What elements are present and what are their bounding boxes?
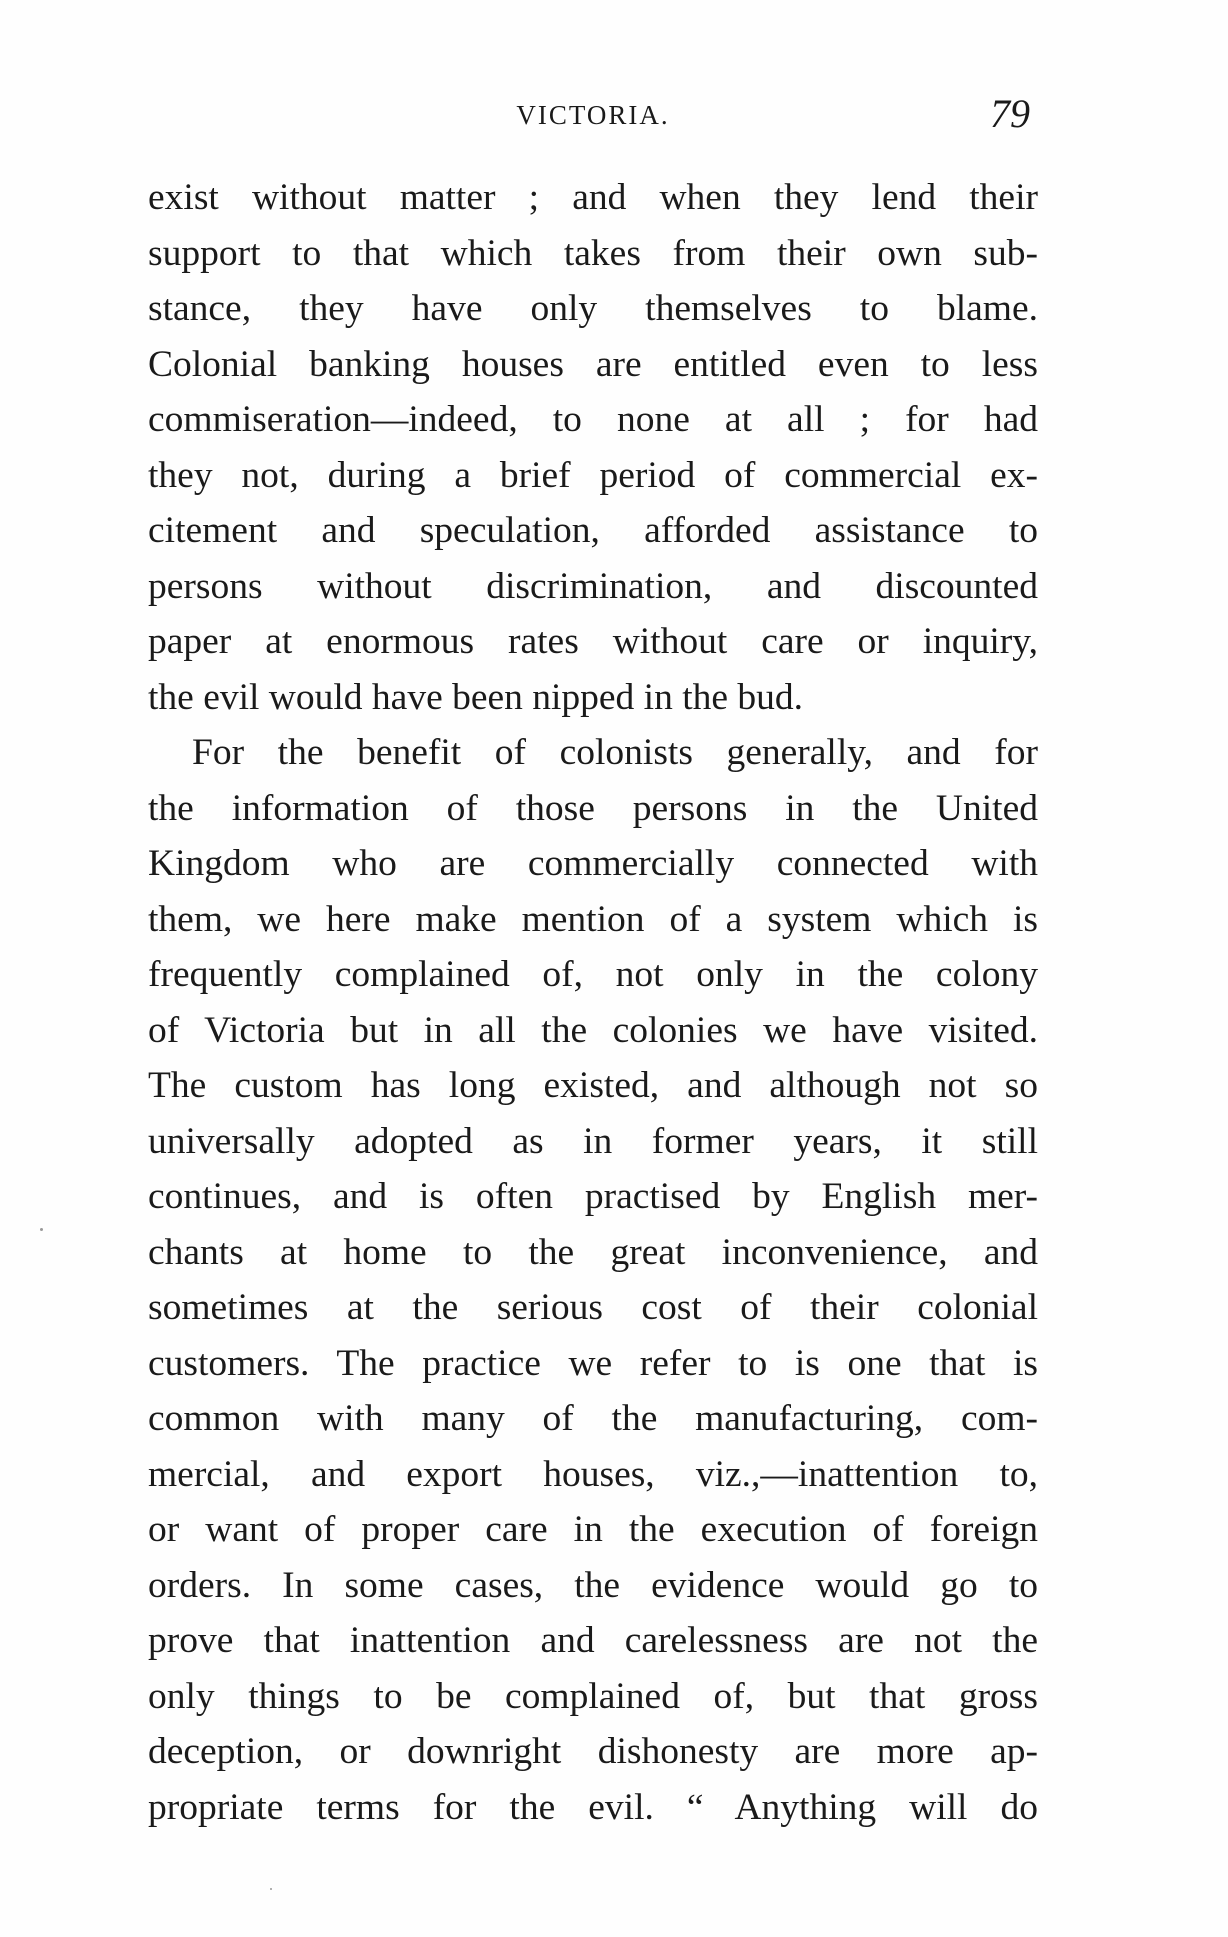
text-line: orders. In some cases, the evidence would go to — [148, 1564, 1038, 1606]
text-line: deception, or downright dishonesty are more ap- — [148, 1731, 1038, 1772]
text-line: frequently complained of, not only in the colony — [148, 954, 1038, 995]
text-line: sometimes at the serious cost of their colonial — [148, 1287, 1038, 1328]
text-line: only things to be complained of, but that gross — [148, 1675, 1038, 1717]
paragraph-end-line: the evil would have been nipped in the bud. — [148, 676, 804, 718]
text-line: propriate terms for the evil. “ Anything will do — [148, 1786, 1038, 1828]
text-line: universally adopted as in former years, it still — [148, 1120, 1038, 1162]
text-line: paper at enormous rates without care or inquiry, — [148, 621, 1038, 662]
text-line: or want of proper care in the execution of foreign — [148, 1509, 1038, 1550]
text-line: of Victoria but in all the colonies we have visited. — [148, 1009, 1038, 1051]
text-line: support to that which takes from their own sub- — [148, 232, 1038, 274]
text-line: common with many of the manufacturing, com- — [148, 1398, 1038, 1439]
text-line: the information of those persons in the United — [148, 787, 1038, 829]
text-line: citement and speculation, afforded assistance to — [148, 510, 1038, 551]
running-head-title: VICTORIA. — [516, 100, 670, 130]
text-line: chants at home to the great inconvenience, and — [148, 1231, 1038, 1273]
paragraph-start-line: For the benefit of colonists generally, and for — [192, 732, 1038, 773]
paper-speck — [40, 1228, 43, 1231]
text-line: prove that inattention and carelessness are not the — [148, 1620, 1038, 1661]
text-line: stance, they have only themselves to blame. — [148, 288, 1038, 329]
paper-speck — [270, 1888, 272, 1890]
text-line: they not, during a brief period of commercial ex- — [148, 454, 1038, 496]
page-number: 79 — [990, 91, 1030, 136]
text-line: them, we here make mention of a system which is — [148, 898, 1038, 940]
text-line: customers. The practice we refer to is one that is — [148, 1342, 1038, 1384]
text-line: Colonial banking houses are entitled even to less — [148, 343, 1038, 385]
body-text — [148, 170, 1038, 1835]
text-line: commiseration—indeed, to none at all ; for had — [148, 399, 1038, 440]
text-line: continues, and is often practised by English mer- — [148, 1176, 1038, 1217]
text-line: The custom has long existed, and although not so — [148, 1065, 1038, 1106]
text-line: mercial, and export houses, viz.,—inattention to, — [148, 1453, 1038, 1495]
running-head — [148, 91, 1038, 140]
text-line: exist without matter ; and when they lend their — [148, 177, 1038, 218]
text-line: Kingdom who are commercially connected with — [148, 843, 1038, 884]
text-line: persons without discrimination, and discounted — [148, 565, 1038, 607]
